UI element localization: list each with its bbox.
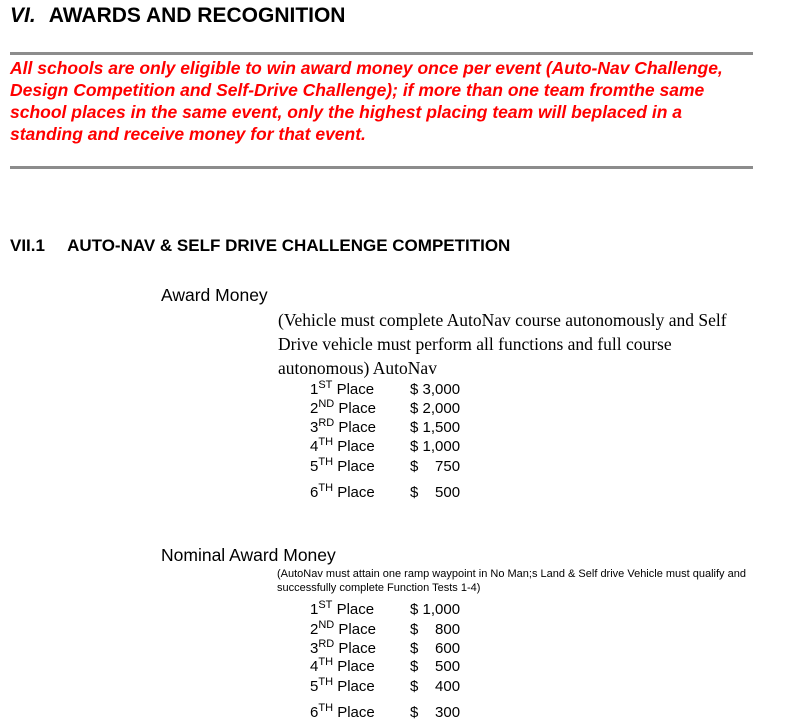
section-number: VI. (10, 4, 36, 27)
nominal-award-money-condition: (AutoNav must attain one ramp waypoint in No Man;s Land & Self drive Vehicle must qualify and successfully complete Function Tests 1-4) (277, 568, 746, 594)
subsection-number: VII.1 (10, 236, 45, 255)
nominal-place-1: 1ST Place (310, 599, 375, 618)
section-heading (10, 4, 345, 28)
award-money-condition: (Vehicle must complete AutoNav course autonomously and Self Drive vehicle must perform all functions and full course autonomous) AutoNav (278, 310, 727, 378)
eligibility-notice: All schools are only eligible to win award money once per event (Auto-Nav Challenge, Design Competition and Self-Drive Challenge); if more than one team fromthe same school places in the same event, only the highest placing team will beplaced in a standing and receive money for that event. (10, 58, 723, 144)
award-place-2: 2ND Place (310, 398, 376, 417)
nominal-amount-6: $ 300 (410, 704, 461, 721)
subsection-heading (10, 236, 510, 256)
award-amount-5: $ 750 (410, 458, 461, 475)
award-amount-1: $ 3,000 (410, 381, 461, 398)
award-amount-6: $ 500 (410, 484, 461, 501)
nominal-amount-3: $ 600 (410, 640, 461, 657)
award-amount-2: $ 2,000 (410, 400, 461, 417)
nominal-place-4: 4TH Place (310, 656, 375, 675)
award-amount-4: $ 1,000 (410, 438, 461, 455)
award-amount-3: $ 1,500 (410, 419, 461, 436)
nominal-place-3: 3RD Place (310, 638, 376, 657)
nominal-place-2: 2ND Place (310, 619, 376, 638)
nominal-amount-1: $ 1,000 (410, 601, 461, 618)
divider-top (10, 52, 753, 55)
nominal-amount-4: $ 500 (410, 658, 461, 675)
award-place-5: 5TH Place (310, 456, 375, 475)
award-place-6: 6TH Place (310, 482, 375, 501)
award-money-title: Award Money (161, 285, 268, 305)
nominal-amount-2: $ 800 (410, 621, 461, 638)
award-place-4: 4TH Place (310, 436, 375, 455)
subsection-title: AUTO-NAV & SELF DRIVE CHALLENGE COMPETITION (67, 236, 511, 255)
nominal-amount-5: $ 400 (410, 678, 461, 695)
section-title: AWARDS AND RECOGNITION (48, 4, 346, 27)
nominal-award-money-title: Nominal Award Money (161, 545, 336, 565)
nominal-place-5: 5TH Place (310, 676, 375, 695)
award-place-3: 3RD Place (310, 417, 376, 436)
award-place-1: 1ST Place (310, 379, 375, 398)
divider-bottom (10, 166, 753, 169)
nominal-place-6: 6TH Place (310, 702, 375, 721)
